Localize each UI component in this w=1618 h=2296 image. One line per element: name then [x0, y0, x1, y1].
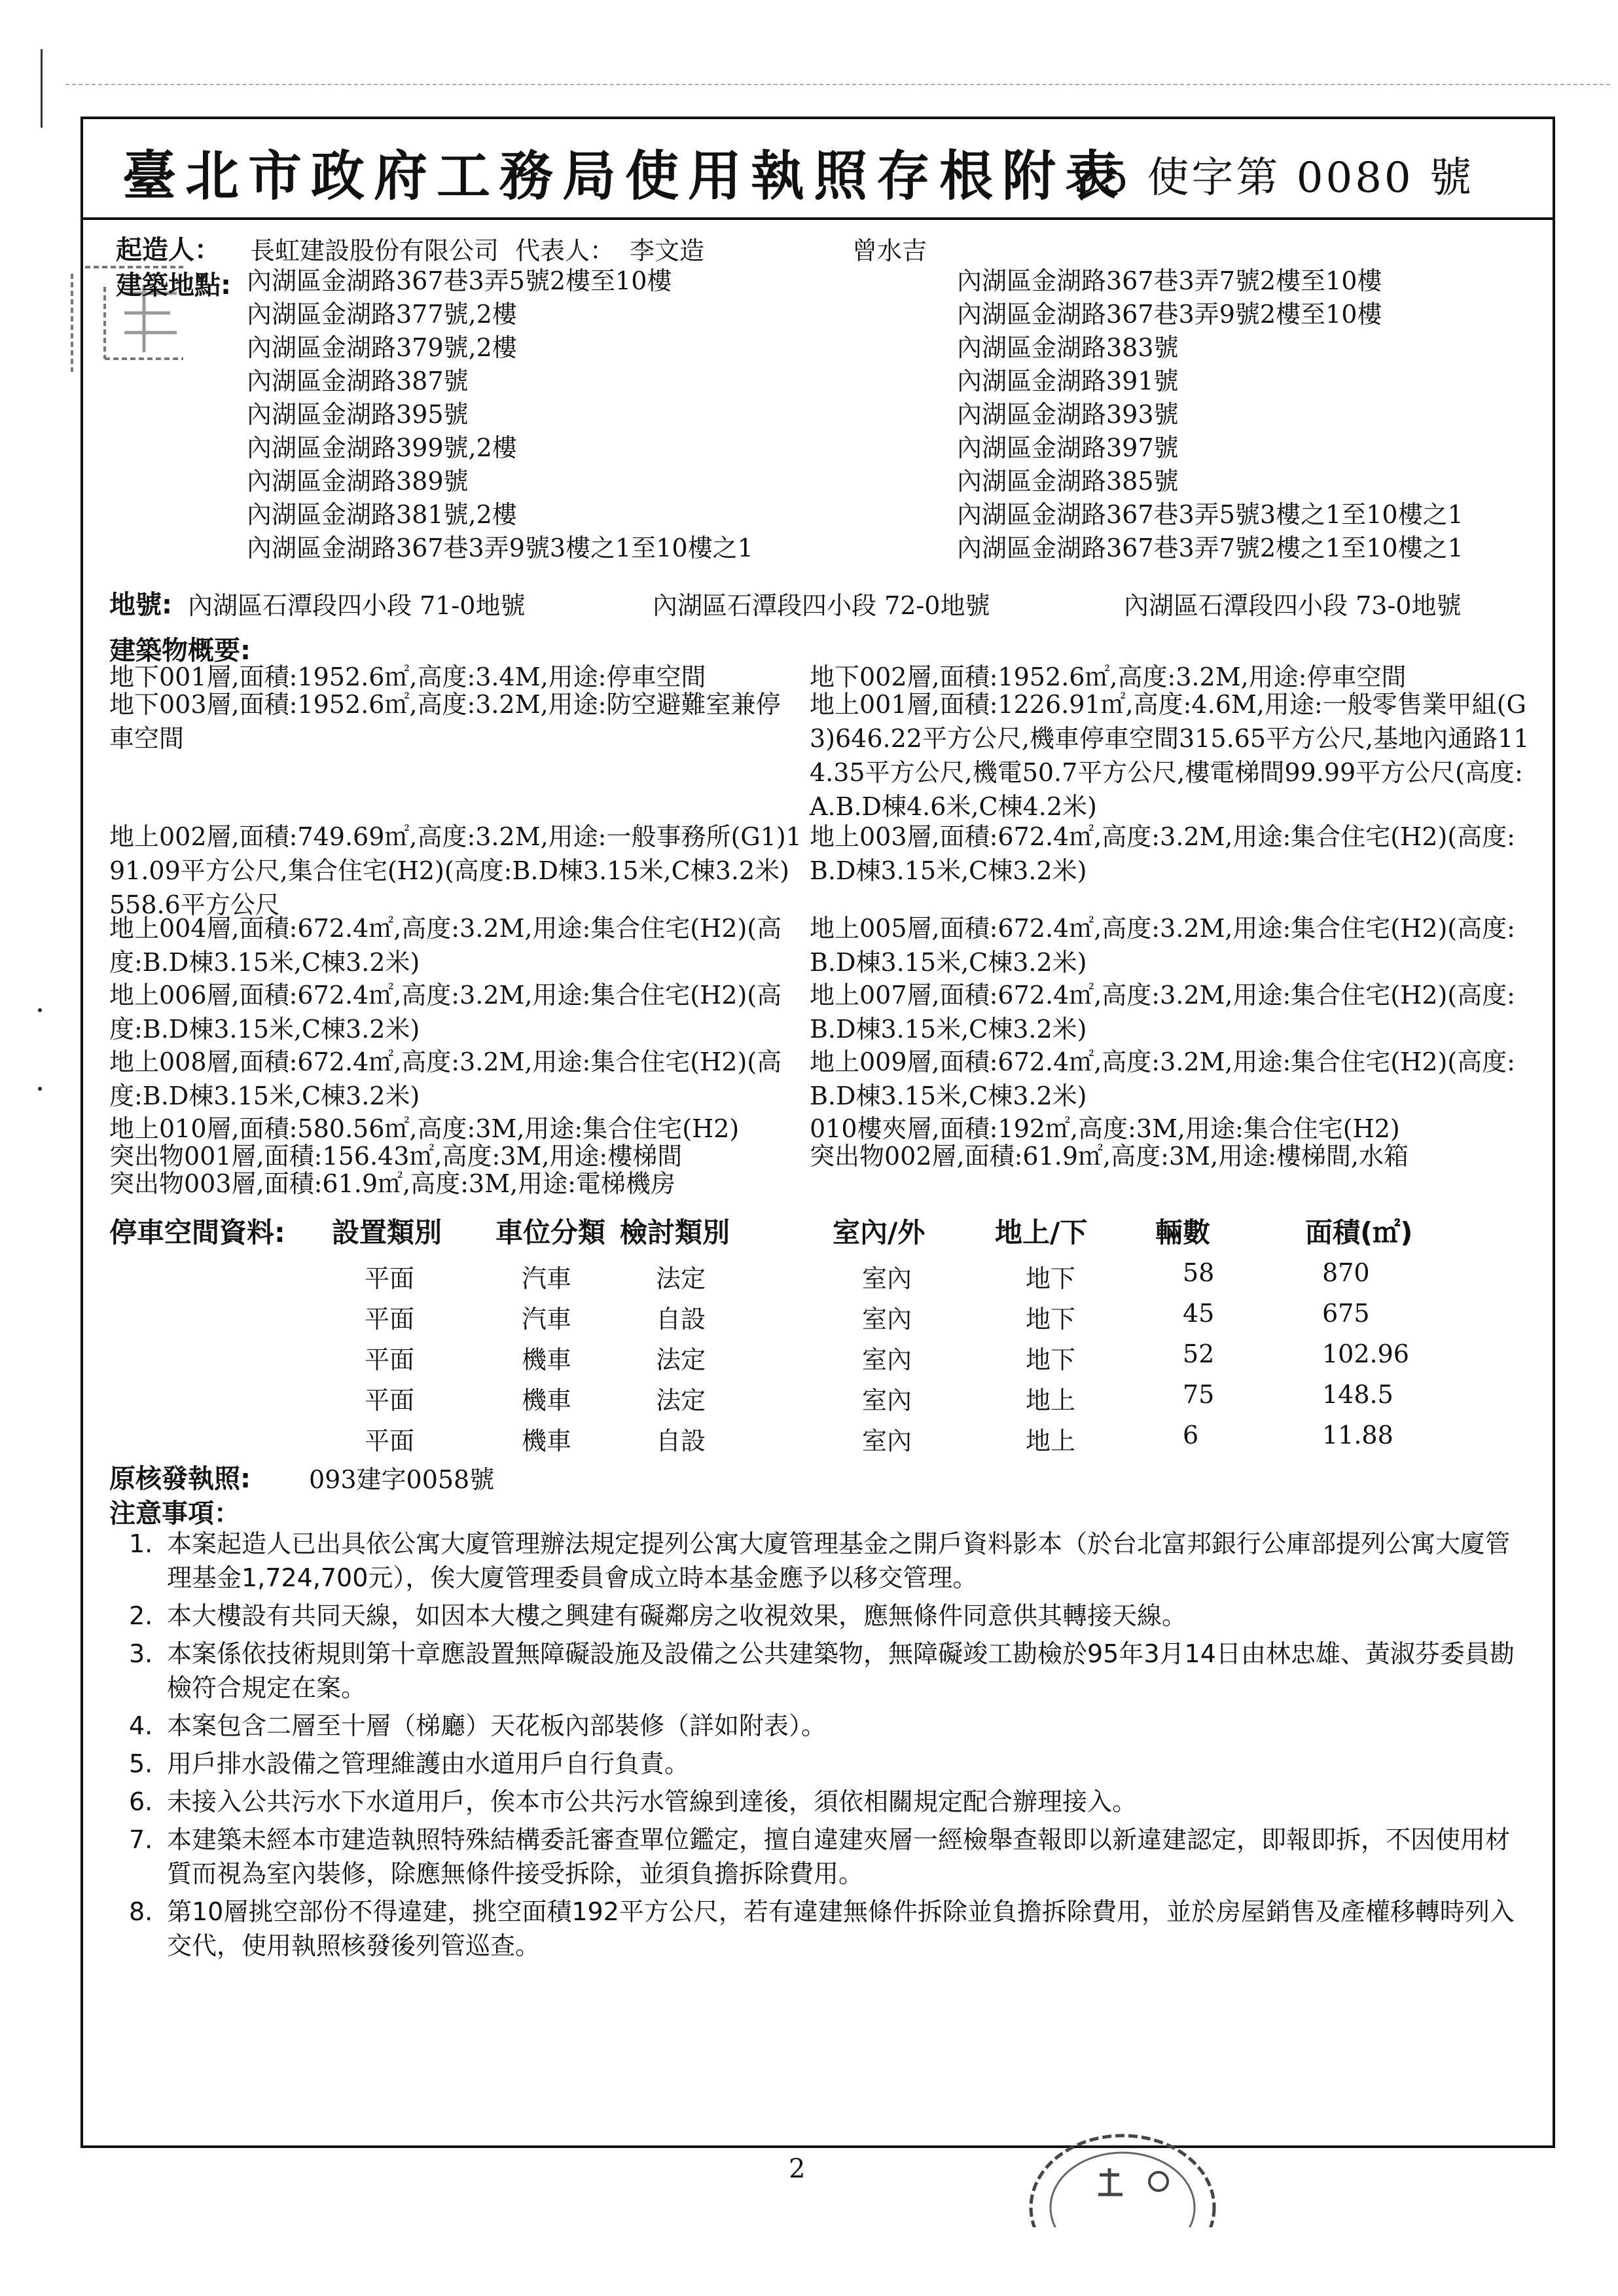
parking-cell: 法定	[656, 1345, 706, 1374]
address-item: 內湖區金湖路383號	[957, 333, 1179, 362]
parking-header: 面積(㎡)	[1305, 1216, 1413, 1248]
parking-cell: 148.5	[1322, 1380, 1393, 1409]
parking-cell: 102.96	[1322, 1339, 1409, 1368]
building-row-left: 突出物003層,面積:61.9㎡,高度:3M,用途:電梯機房	[109, 1169, 675, 1198]
site-addresses-left	[247, 264, 753, 565]
building-row-left: 地下003層,面積:1952.6㎡,高度:3.2M,用途:防空避難室兼停車空間	[109, 690, 781, 753]
notes-label: 注意事項：	[109, 1499, 240, 1529]
parking-header: 室內/外	[833, 1216, 926, 1248]
address-item: 內湖區金湖路399號,2樓	[247, 433, 517, 462]
note-item: 7. 本建築未經本市建造執照特殊結構委託審查單位鑑定，擅自違建夾層一經檢舉查報即以新違建認定，即報即拆，不因使用材質而視為室內裝修，除應無條件接受拆除，並須負擔拆除費用。	[129, 1825, 1511, 1888]
official-seal-stamp	[1021, 2109, 1224, 2227]
document-frame	[81, 117, 1555, 2148]
address-item: 內湖區金湖路367巷3弄9號2樓至10樓	[957, 300, 1382, 329]
document-title: 臺北市政府工務局使用執照存根附表	[122, 145, 1128, 208]
building-row-right: 突出物002層,面積:61.9㎡,高度:3M,用途:樓梯間,水箱	[810, 1142, 1409, 1171]
lot-item: 內湖區石潭段四小段 71-0地號	[188, 591, 526, 620]
address-item: 內湖區金湖路387號	[247, 367, 469, 395]
parking-cell: 52	[1183, 1339, 1215, 1368]
scan-edge-mark	[41, 49, 43, 128]
parking-cell: 汽車	[522, 1264, 572, 1293]
building-row-right: 地上007層,面積:672.4㎡,高度:3.2M,用途:集合住宅(H2)(高度:B.D棟3.15米,C棟3.2米)	[810, 981, 1515, 1044]
address-item: 內湖區金湖路367巷3弄9號3樓之1至10樓之1	[247, 534, 753, 562]
parking-cell: 平面	[365, 1345, 415, 1374]
address-item: 內湖區金湖路367巷3弄7號2樓之1至10樓之1	[957, 534, 1464, 562]
address-item: 內湖區金湖路393號	[957, 400, 1179, 429]
parking-cell: 平面	[365, 1386, 415, 1415]
parking-cell: 平面	[365, 1264, 415, 1293]
lot-label: 地號:	[109, 590, 172, 620]
parking-cell: 室內	[862, 1345, 912, 1374]
lot-item: 內湖區石潭段四小段 73-0地號	[1124, 591, 1462, 620]
address-item: 內湖區金湖路379號,2樓	[247, 333, 517, 362]
address-item: 內湖區金湖路385號	[957, 467, 1179, 496]
parking-header: 檢討類別	[620, 1216, 730, 1248]
parking-cell: 室內	[862, 1305, 912, 1334]
note-item: 6. 未接入公共污水下水道用戶，俟本市公共污水管線到達後，須依相關規定配合辦理接入。	[129, 1787, 1138, 1816]
building-row-left: 地上004層,面積:672.4㎡,高度:3.2M,用途:集合住宅(H2)(高度:B.D棟3.15米,C棟3.2米)	[109, 914, 782, 977]
parking-cell: 75	[1183, 1380, 1215, 1409]
building-row-right: 地上005層,面積:672.4㎡,高度:3.2M,用途:集合住宅(H2)(高度:B.D棟3.15米,C棟3.2米)	[810, 914, 1515, 977]
parking-cell: 11.88	[1322, 1421, 1393, 1449]
building-overview-label: 建築物概要:	[109, 636, 251, 666]
parking-cell: 自設	[656, 1305, 706, 1334]
title-row	[83, 119, 1553, 220]
parking-cell: 室內	[862, 1427, 912, 1455]
applicant-company: 長虹建設股份有限公司	[250, 236, 499, 265]
parking-cell: 法定	[656, 1386, 706, 1415]
representative-2: 曾水吉	[852, 236, 927, 265]
address-item: 內湖區金湖路367巷3弄5號2樓至10樓	[247, 266, 672, 295]
parking-cell: 機車	[522, 1386, 572, 1415]
building-row-right: 地上003層,面積:672.4㎡,高度:3.2M,用途:集合住宅(H2)(高度:B.D棟3.15米,C棟3.2米)	[810, 822, 1515, 885]
parking-cell: 地下	[1026, 1305, 1076, 1334]
parking-cell: 平面	[365, 1427, 415, 1455]
parking-cell: 平面	[365, 1305, 415, 1334]
building-row-left: 地上006層,面積:672.4㎡,高度:3.2M,用途:集合住宅(H2)(高度:B.D棟3.15米,C棟3.2米)	[109, 981, 782, 1044]
building-row-left: 地上008層,面積:672.4㎡,高度:3.2M,用途:集合住宅(H2)(高度:B.D棟3.15米,C棟3.2米)	[109, 1048, 782, 1110]
parking-cell: 室內	[862, 1264, 912, 1293]
parking-cell: 6	[1183, 1421, 1199, 1449]
parking-label: 停車空間資料:	[109, 1216, 285, 1248]
note-item: 3. 本案係依技術規則第十章應設置無障礙設施及設備之公共建築物，無障礙竣工勘檢於95年3月14日由林忠雄、黃淑芬委員勘檢符合規定在案。	[129, 1639, 1515, 1702]
parking-cell: 自設	[656, 1427, 706, 1455]
parking-cell: 法定	[656, 1264, 706, 1293]
note-item: 5. 用戶排水設備之管理維護由水道用戶自行負責。	[129, 1749, 690, 1778]
scan-top-line	[65, 84, 1610, 85]
building-row-left: 地上010層,面積:580.56㎡,高度:3M,用途:集合住宅(H2)	[109, 1114, 740, 1143]
notes-list	[129, 1527, 1523, 1967]
parking-cell: 870	[1322, 1258, 1370, 1287]
address-item: 內湖區金湖路389號	[247, 467, 469, 496]
site-label: 建築地點:	[116, 270, 231, 301]
original-permit-value: 093建字0058號	[309, 1465, 495, 1494]
parking-cell: 58	[1183, 1258, 1215, 1287]
parking-header: 輛數	[1155, 1216, 1211, 1248]
parking-cell: 地下	[1026, 1345, 1076, 1374]
applicant-label: 起造人：	[116, 235, 221, 265]
parking-cell: 機車	[522, 1345, 572, 1374]
scan-dot	[38, 1087, 42, 1091]
scan-dot	[38, 1008, 42, 1012]
address-item: 內湖區金湖路395號	[247, 400, 469, 429]
parking-cell: 汽車	[522, 1305, 572, 1334]
representative-label: 代表人：	[515, 236, 615, 265]
parking-header: 地上/下	[995, 1216, 1088, 1248]
page-number: 2	[789, 2154, 806, 2184]
note-item: 1. 本案起造人已出具依公寓大廈管理辦法規定提列公寓大廈管理基金之開戶資料影本（於台北富邦銀行公庫部提列公寓大廈管理基金1,724,700元），俟大廈管理委員會成立時本基金應予以移交管理。	[129, 1529, 1511, 1592]
address-item: 內湖區金湖路397號	[957, 433, 1179, 462]
parking-cell: 地上	[1026, 1427, 1076, 1455]
building-row-right: 地下002層,面積:1952.6㎡,高度:3.2M,用途:停車空間	[810, 663, 1407, 691]
lot-item: 內湖區石潭段四小段 72-0地號	[653, 591, 990, 620]
note-item: 2. 本大樓設有共同天線，如因本大樓之興建有礙鄰房之收視效果，應無條件同意供其轉接天線。	[129, 1601, 1187, 1630]
parking-cell: 45	[1183, 1299, 1215, 1328]
building-row-right: 010樓夾層,面積:192㎡,高度:3M,用途:集合住宅(H2)	[810, 1114, 1400, 1143]
parking-cell: 地下	[1026, 1264, 1076, 1293]
address-item: 內湖區金湖路381號,2樓	[247, 500, 517, 529]
note-item: 8. 第10層挑空部份不得違建，挑空面積192平方公尺，若有違建無條件拆除並負擔拆除費用，並於房屋銷售及產權移轉時列入交代，使用執照核發後列管巡查。	[129, 1897, 1515, 1960]
parking-cell: 675	[1322, 1299, 1370, 1328]
address-item: 內湖區金湖路377號,2樓	[247, 300, 517, 329]
parking-cell: 地上	[1026, 1386, 1076, 1415]
building-row-right: 地上009層,面積:672.4㎡,高度:3.2M,用途:集合住宅(H2)(高度:B.D棟3.15米,C棟3.2米)	[810, 1048, 1515, 1110]
representative-1: 李文造	[630, 236, 705, 265]
parking-header: 設置類別	[332, 1216, 442, 1248]
address-item: 內湖區金湖路367巷3弄7號2樓至10樓	[957, 266, 1382, 295]
address-item: 內湖區金湖路367巷3弄5號3樓之1至10樓之1	[957, 500, 1464, 529]
parking-cell: 機車	[522, 1427, 572, 1455]
building-row-right: 地上001層,面積:1226.91㎡,高度:4.6M,用途:一般零售業甲組(G3)646.22平方公尺,機車停車空間315.65平方公尺,基地內通路114.35平方公尺,機電50.7平方公尺,樓電梯間99.99平方公尺(高度:A.B.D棟4.6米,C棟4.2米)	[810, 690, 1530, 821]
building-row-left: 地下001層,面積:1952.6㎡,高度:3.4M,用途:停車空間	[109, 663, 706, 691]
parking-header: 車位分類	[495, 1216, 606, 1248]
note-item: 4. 本案包含二層至十層（梯廳）天花板內部裝修（詳如附表）。	[129, 1711, 827, 1740]
original-permit-label: 原核發執照:	[109, 1464, 251, 1494]
building-row-left: 突出物001層,面積:156.43㎡,高度:3M,用途:樓梯間	[109, 1142, 683, 1171]
parking-cell: 室內	[862, 1386, 912, 1415]
address-item: 內湖區金湖路391號	[957, 367, 1179, 395]
permit-number: 95 使字第 0080 號	[1072, 154, 1474, 202]
site-addresses-right	[957, 264, 1464, 565]
building-row-left: 地上002層,面積:749.69㎡,高度:3.2M,用途:一般事務所(G1)191.09平方公尺,集合住宅(H2)(高度:B.D棟3.15米,C棟3.2米)558.6平方公尺	[109, 822, 802, 919]
